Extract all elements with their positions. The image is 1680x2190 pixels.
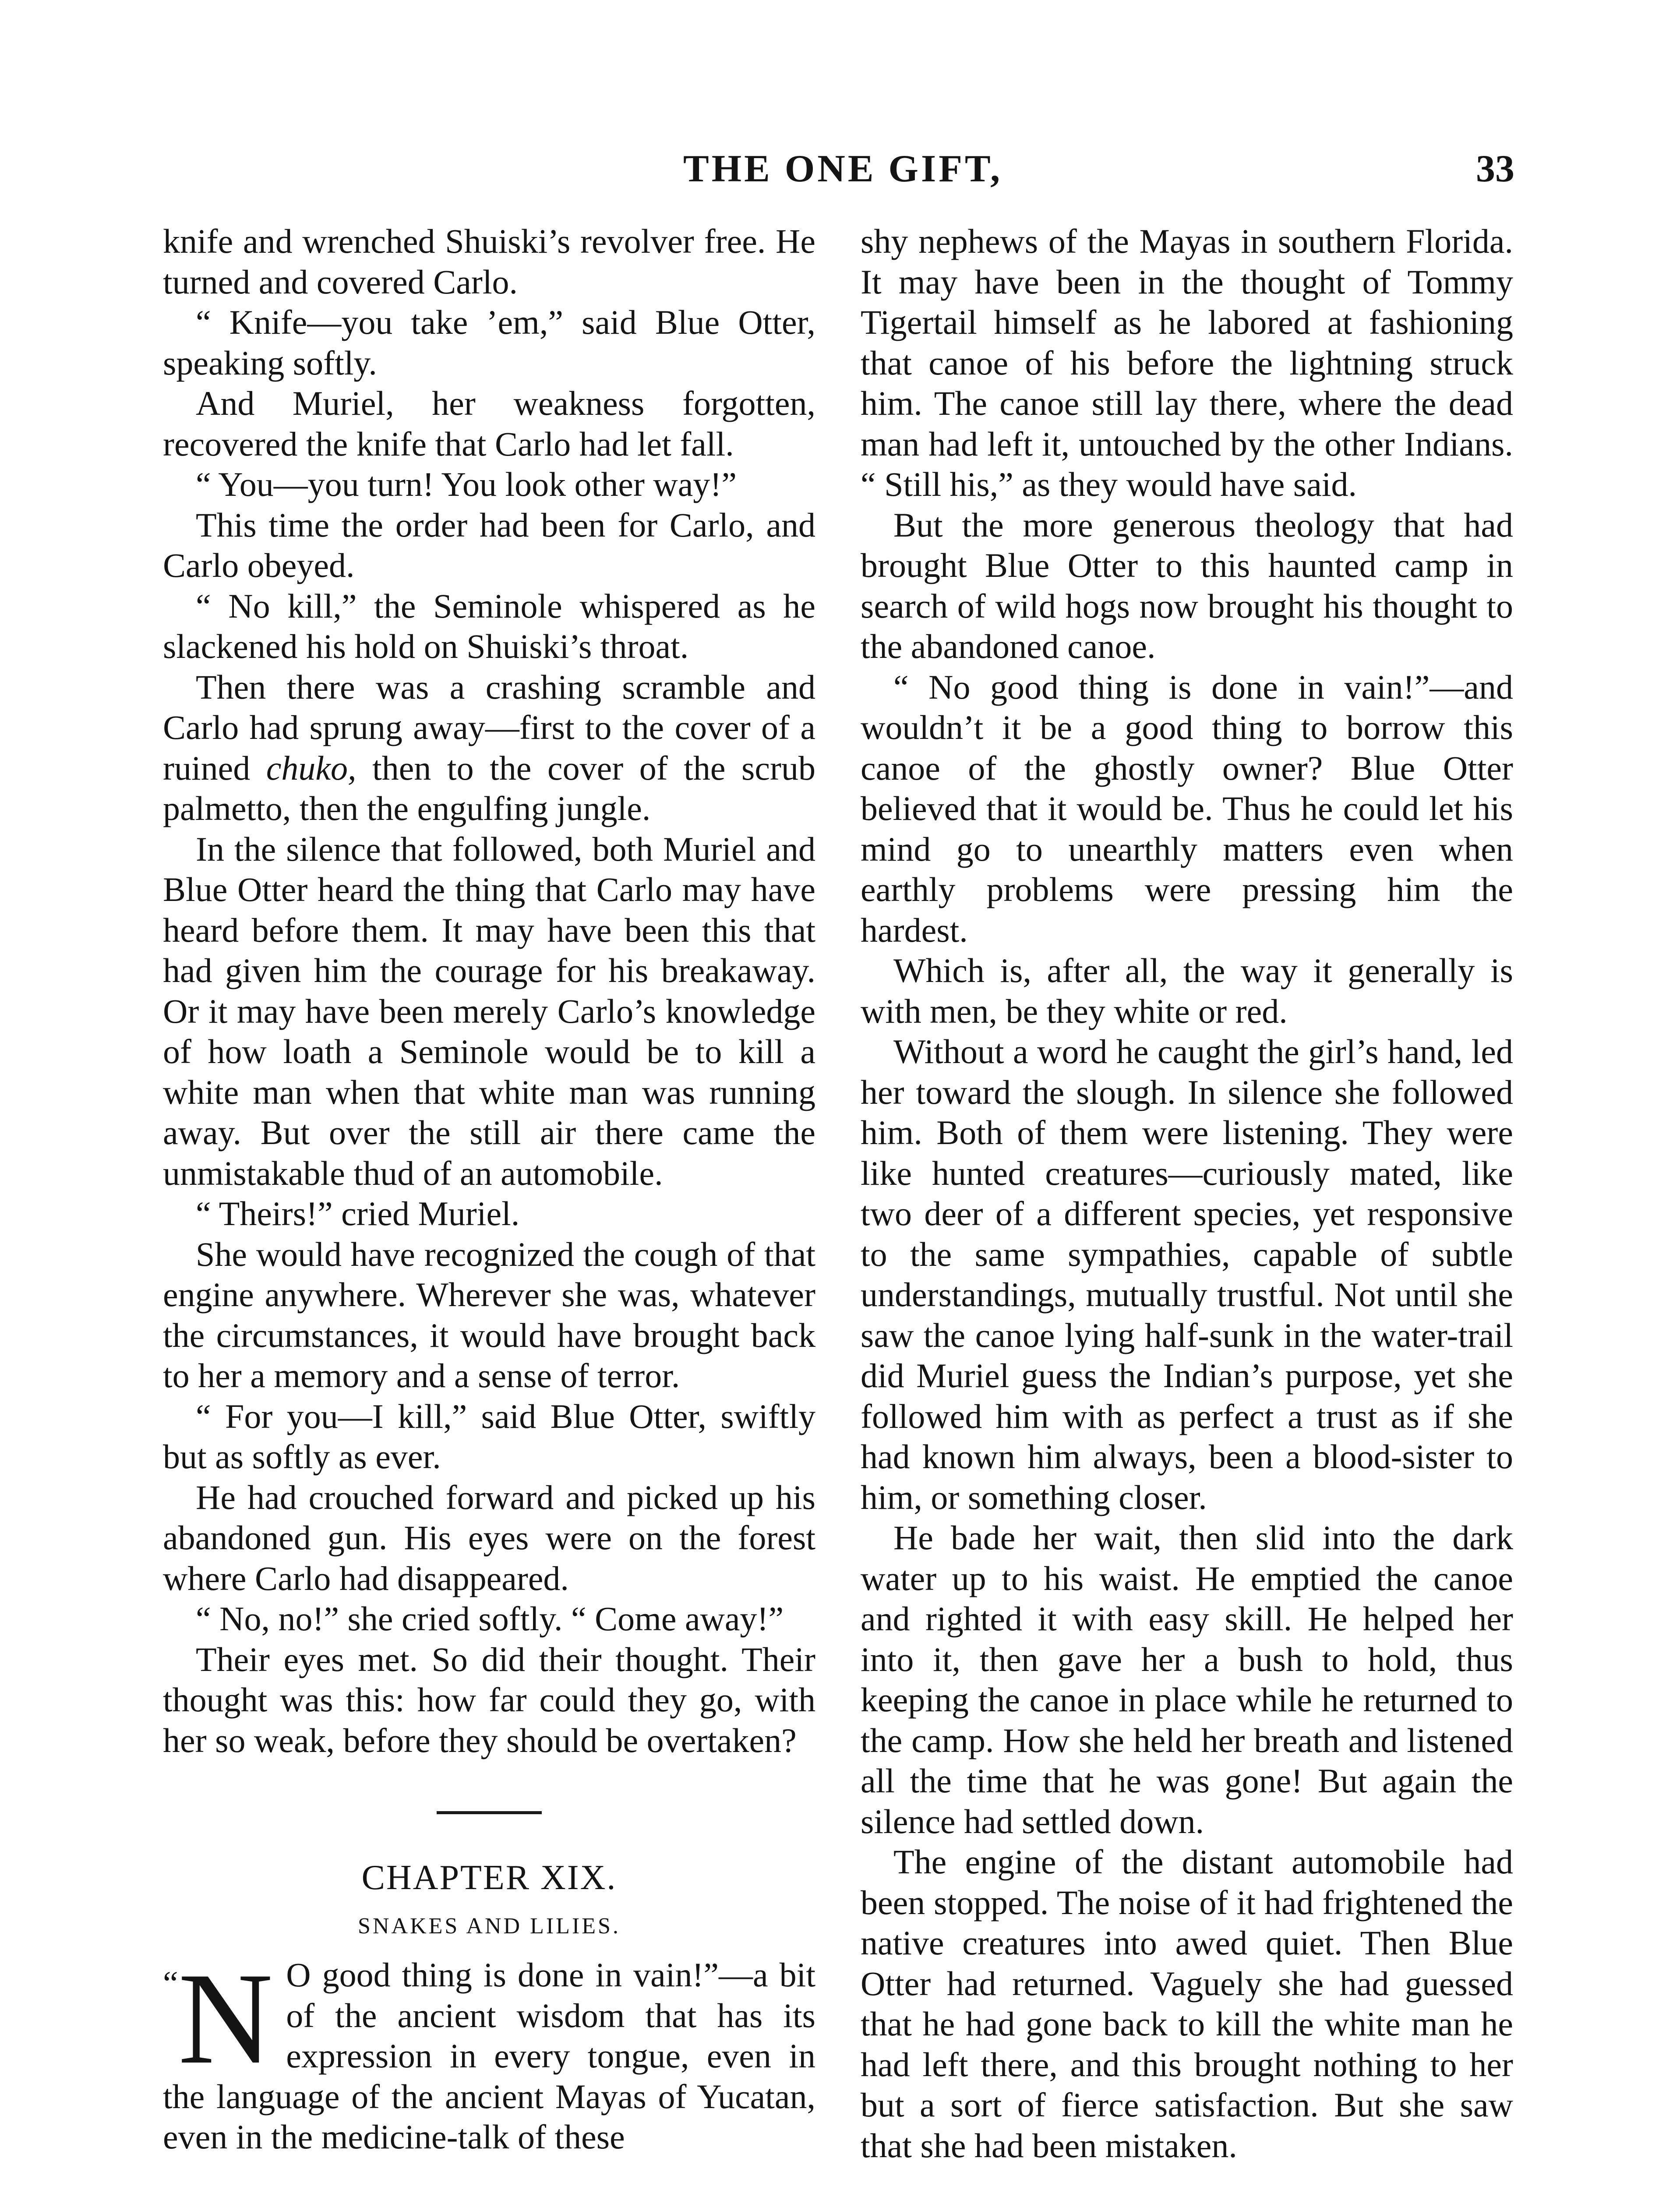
paragraph: This time the order had been for Carlo, and Carlo obeyed. [163,505,815,584]
paragraph: But the more generous theology that had brought Blue Otter to this haunted camp in search of wild hogs now brought his thought to the abandoned canoe. [861,505,1513,665]
paragraph: knife and wrenched Shuiski’s revolver free. He turned and covered Carlo. [163,222,815,301]
chapter-heading: CHAPTER XIX. [361,1858,617,1897]
drop-cap [163,1946,273,2091]
paragraph-chuko [163,667,815,829]
paragraph: Without a word he caught the girl’s hand, led her toward the slough. In silence she followed him. Both of them were listening. They were like hunted creatures—curiously mated, like two deer of a different species, yet responsive to the same sympathies, capable of subtle understandings, mutually trustful. Not until she saw the canoe lying half-sunk in the water-trail did Muriel guess the Indian’s purpose, yet she followed him with as perfect a trust as if she had known him always, been a blood-sister to him, or something closer. [861,1032,1513,1516]
paragraph: “ Theirs!” cried Muriel. [196,1194,520,1233]
running-head [0,147,1680,195]
paragraph: And Muriel, her weakness forgotten, recovered the knife that Carlo had let fall. [163,384,815,463]
paragraph: “ No kill,” the Seminole whispered as he slackened his hold on Shuiski’s throat. [163,586,815,665]
italic-word-chuko: chuko, [266,749,356,787]
paragraph: “ No good thing is done in vain!”—and wouldn’t it be a good thing to borrow this canoe of the ghostly owner? Blue Otter believed that it would be. Thus he could let his mind go to unearthly matters even when earthly problems were pressing him the hardest. [861,668,1513,949]
paragraph-text: then to the cover of the scrub palmetto, then the engulfing jungle. [163,749,816,827]
paragraph: He had crouched forward and picked up his abandoned gun. His eyes were on the forest where Carlo had disappeared. [163,1478,815,1597]
paragraph: She would have recognized the cough of that engine anywhere. Wherever she was, whatever the circumstances, it would have brought back to her a memory and a sense of terror. [163,1235,815,1395]
paragraph: He bade her wait, then slid into the dark water up to his waist. He emptied the canoe and righted it with easy skill. He helped her into it, then gave her a bush to hold, thus keeping the canoe in place while he returned to the camp. How she held her breath and listened all the time that he was gone! But again the silence had settled down. [861,1519,1513,1840]
chapter-subtitle: SNAKES AND LILIES. [358,1914,621,1939]
paragraph: “ Knife—you take ’em,” said Blue Otter, speaking softly. [163,303,815,382]
paragraph: shy nephews of the Mayas in southern Florida. It may have been in the thought of Tommy Tigertail himself as he labored at fashioning that canoe of his before the lightning struck him. The canoe still lay there, where the dead man had left it, untouched by the other Indians. “ Still his,” as they would have said. [861,222,1513,503]
left-column [163,221,815,2158]
section-divider [437,1811,542,1814]
paragraph: The engine of the distant automobile had been stopped. The noise of it had frightened the native creatures into awed quiet. Then Blue Otter had returned. Vaguely she had guessed that he had gone back to kill the white man he had left there, and this brought nothing to her but a sort of fierce satisfaction. But she saw that she had been mistaken. [861,1843,1513,2165]
paragraph: “ No, no!” she cried softly. “ Come away!” [196,1600,784,1638]
paragraph: In the silence that followed, both Muriel and Blue Otter heard the thing that Carlo may have heard before them. It may have been this that had given him the courage for his breakaway. Or it may have been merely Carlo’s knowledge of how loath a Seminole would be to kill a white man when that white man was running away. But over the still air there came the unmistakable thud of an automobile. [163,830,815,1192]
right-column [861,221,1513,2166]
paragraph: Their eyes met. So did their thought. Their thought was this: how far could they go, with her so weak, before they should be overtaken? [163,1640,815,1759]
chapter-opening-text: O good thing is done in vain!”—a bit of the ancient wisdom that has its expression in every tongue, even in the language of the ancient Mayas of Yucatan, even in the medicine-talk of these [163,1956,815,2156]
paragraph-text: Then there was a crashing scramble and Carlo had sprung away—first to the cover of a ruined [163,668,815,787]
running-title: THE ONE GIFT, [683,148,1003,190]
paragraph: Which is, after all, the way it generally is with men, be they white or red. [861,951,1513,1030]
paragraph: “ For you—I kill,” said Blue Otter, swiftly but as softly as ever. [163,1397,815,1476]
page-number: 33 [1476,148,1514,190]
drop-cap-quote: “ [163,1964,178,2002]
drop-cap-letter: N [178,1946,273,2091]
chapter-opening-paragraph [163,1946,815,2158]
paragraph: “ You—you turn! You look other way!” [196,465,737,503]
